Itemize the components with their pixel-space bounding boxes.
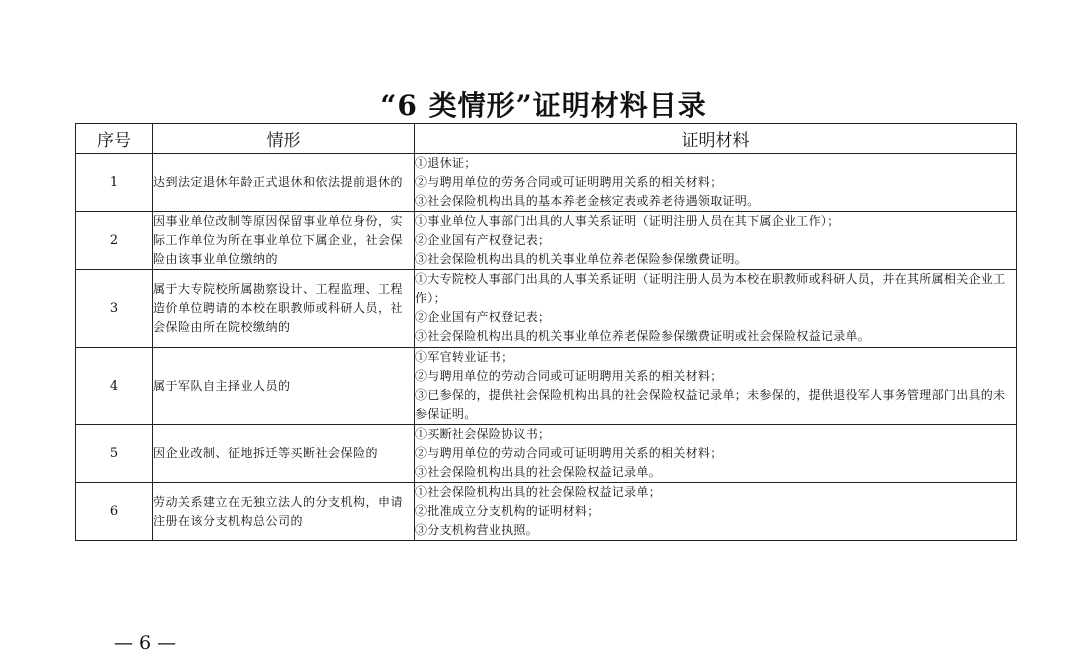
row-materials bbox=[415, 348, 1017, 425]
row-number: 5 bbox=[76, 425, 153, 483]
row-case: 属于大专院校所属勘察设计、工程监理、工程造价单位聘请的本校在职教师或科研人员，社会保险由所在院校缴纳的 bbox=[153, 270, 415, 348]
material-item: ①退休证； bbox=[415, 156, 477, 170]
table-header-row bbox=[76, 124, 1017, 154]
row-materials bbox=[415, 483, 1017, 541]
material-item: ②与聘用单位的劳务合同或可证明聘用关系的相关材料； bbox=[415, 175, 723, 189]
row-case: 因企业改制、征地拆迁等买断社会保险的 bbox=[153, 425, 415, 483]
table-row bbox=[76, 270, 1017, 348]
material-item: ②企业国有产权登记表； bbox=[415, 310, 551, 324]
material-item: ②与聘用单位的劳动合同或可证明聘用关系的相关材料； bbox=[415, 369, 723, 383]
table-row bbox=[76, 425, 1017, 483]
table-row bbox=[76, 348, 1017, 425]
row-number: 2 bbox=[76, 212, 153, 270]
row-materials bbox=[415, 154, 1017, 212]
row-case: 属于军队自主择业人员的 bbox=[153, 348, 415, 425]
row-number: 3 bbox=[76, 270, 153, 348]
row-case: 因事业单位改制等原因保留事业单位身份，实际工作单位为所在事业单位下属企业，社会保险由该事业单位缴纳的 bbox=[153, 212, 415, 270]
table-row bbox=[76, 483, 1017, 541]
header-no: 序号 bbox=[76, 124, 153, 154]
row-materials bbox=[415, 212, 1017, 270]
material-item: ②企业国有产权登记表； bbox=[415, 233, 551, 247]
row-number: 1 bbox=[76, 154, 153, 212]
page-number: — 6 — bbox=[114, 632, 177, 654]
material-item: ③社会保险机构出具的机关事业单位养老保险参保缴费证明。 bbox=[415, 252, 748, 266]
row-materials bbox=[415, 270, 1017, 348]
row-case: 劳动关系建立在无独立法人的分支机构，申请注册在该分支机构总公司的 bbox=[153, 483, 415, 541]
material-item: ②批准成立分支机构的证明材料； bbox=[415, 504, 600, 518]
table-row bbox=[76, 212, 1017, 270]
materials-catalog-table bbox=[75, 123, 1017, 541]
table-row bbox=[76, 154, 1017, 212]
material-item: ③社会保险机构出具的机关事业单位养老保险参保缴费证明或社会保险权益记录单。 bbox=[415, 329, 871, 343]
material-item: ①事业单位人事部门出具的人事关系证明（证明注册人员在其下属企业工作）； bbox=[415, 214, 840, 228]
material-item: ③分支机构营业执照。 bbox=[415, 523, 539, 537]
row-case: 达到法定退休年龄正式退休和依法提前退休的 bbox=[153, 154, 415, 212]
material-item: ①社会保险机构出具的社会保险权益记录单； bbox=[415, 485, 662, 499]
material-item: ①大专院校人事部门出具的人事关系证明（证明注册人员为本校在职教师或科研人员，并在其所属相关企业工作）； bbox=[415, 272, 1006, 305]
material-item: ②与聘用单位的劳动合同或可证明聘用关系的相关材料； bbox=[415, 446, 723, 460]
row-materials bbox=[415, 425, 1017, 483]
row-number: 6 bbox=[76, 483, 153, 541]
row-number: 4 bbox=[76, 348, 153, 425]
header-case: 情形 bbox=[153, 124, 415, 154]
material-item: ①军官转业证书； bbox=[415, 350, 514, 364]
material-item: ①买断社会保险协议书； bbox=[415, 427, 551, 441]
header-materials: 证明材料 bbox=[415, 124, 1017, 154]
material-item: ③社会保险机构出具的基本养老金核定表或养老待遇领取证明。 bbox=[415, 194, 760, 208]
material-item: ③社会保险机构出具的社会保险权益记录单。 bbox=[415, 465, 662, 479]
document-title: “6 类情形”证明材料目录 bbox=[380, 89, 707, 122]
material-item: ③已参保的，提供社会保险机构出具的社会保险权益记录单；未参保的，提供退役军人事务管理部门出具的未参保证明。 bbox=[415, 388, 1006, 421]
